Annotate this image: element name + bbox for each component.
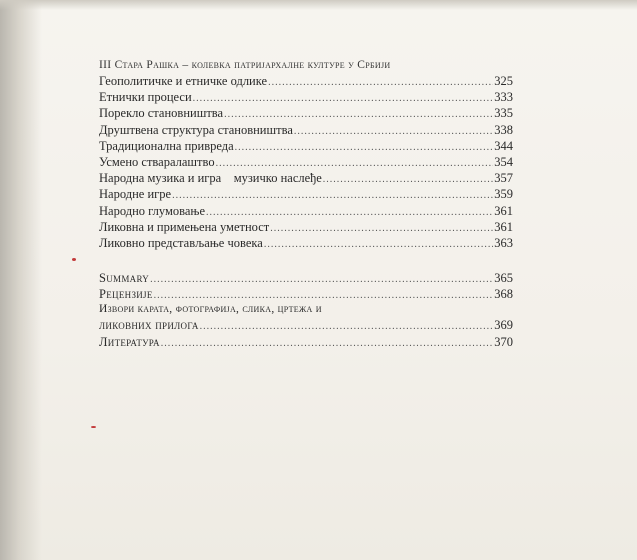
dot-leader: [264, 237, 493, 253]
toc-entry-page: 361: [494, 219, 513, 234]
page-gutter-shadow: [0, 0, 42, 560]
toc-entry: [99, 154, 513, 170]
dot-leader: [161, 336, 493, 352]
toc-entry-page: 361: [494, 203, 513, 218]
toc-entry-page: 325: [494, 74, 513, 88]
section-spacer: [99, 251, 513, 270]
toc-entry: [99, 122, 513, 138]
toc-entry-title: Народно глумовање: [99, 203, 205, 218]
toc-entry-page: 335: [494, 106, 513, 121]
dot-leader: [193, 91, 494, 107]
toc-entry-page: 369: [494, 318, 513, 333]
table-of-contents: [99, 58, 513, 350]
paper-speck: [91, 426, 96, 428]
toc-entry-page: 370: [494, 334, 513, 349]
page-top-shadow: [0, 0, 637, 10]
toc-entry-sources-line1: Извори карата, фотографија, слика, цртежа и: [99, 303, 322, 316]
toc-entry-title: Ликовно представљање човека: [99, 235, 263, 250]
toc-entry-title: Народна музика и игра музичко наслеђе: [99, 171, 322, 186]
dot-leader: [150, 272, 493, 288]
toc-entry-title: Геополитичке и етничке одлике: [99, 74, 268, 88]
dot-leader: [270, 221, 493, 237]
toc-entry: [99, 170, 513, 186]
dot-leader: [172, 188, 493, 204]
toc-entry-page: 333: [494, 90, 513, 105]
dot-leader: [323, 172, 493, 188]
toc-entry-sources: [99, 317, 513, 333]
toc-entry-title: ликовних прилога: [99, 318, 199, 333]
toc-entry-title: Етнички процеси: [99, 90, 192, 105]
toc-entry-title: Друштвена структура становништва: [99, 122, 293, 137]
toc-entry-summary: [99, 270, 513, 286]
toc-entry: [99, 235, 513, 251]
toc-entry-page: 365: [494, 271, 513, 286]
toc-entry-title: Литература: [99, 334, 160, 349]
dot-leader: [294, 124, 493, 140]
toc-entry-page: 368: [494, 287, 513, 302]
toc-entry: [99, 138, 513, 154]
section-heading: III Стара Рашка – колевка патријархалне културе у Србији: [99, 59, 391, 71]
toc-entry-page: 363: [494, 235, 513, 250]
toc-entry: [99, 73, 513, 89]
dot-leader: [200, 319, 494, 335]
toc-entry-title: Усмено стваралаштво: [99, 154, 215, 169]
paper-speck: [72, 258, 76, 261]
toc-entry-page: 359: [494, 187, 513, 202]
toc-entry-page: 354: [494, 154, 513, 169]
toc-entry-title: Народне игре: [99, 187, 172, 202]
toc-entry-page: 344: [494, 138, 513, 153]
toc-entry-title: Порекло становништва: [99, 106, 224, 121]
toc-entry-reviews: [99, 286, 513, 302]
toc-entry: [99, 203, 513, 219]
toc-entry: [99, 219, 513, 235]
toc-entry-title: Ликовна и примењена уметност: [99, 219, 270, 234]
toc-entry-literature: [99, 334, 513, 350]
toc-entry-title: Summary: [99, 271, 150, 286]
dot-leader: [268, 75, 493, 91]
toc-entry-title: Рецензије: [99, 287, 153, 302]
toc-entry: [99, 89, 513, 105]
toc-entry-title: Традиционална привреда: [99, 138, 234, 153]
toc-entry: [99, 186, 513, 202]
toc-entry: [99, 105, 513, 121]
toc-entry-page: 357: [494, 171, 513, 186]
dot-leader: [235, 140, 494, 156]
toc-entry-page: 338: [494, 122, 513, 137]
